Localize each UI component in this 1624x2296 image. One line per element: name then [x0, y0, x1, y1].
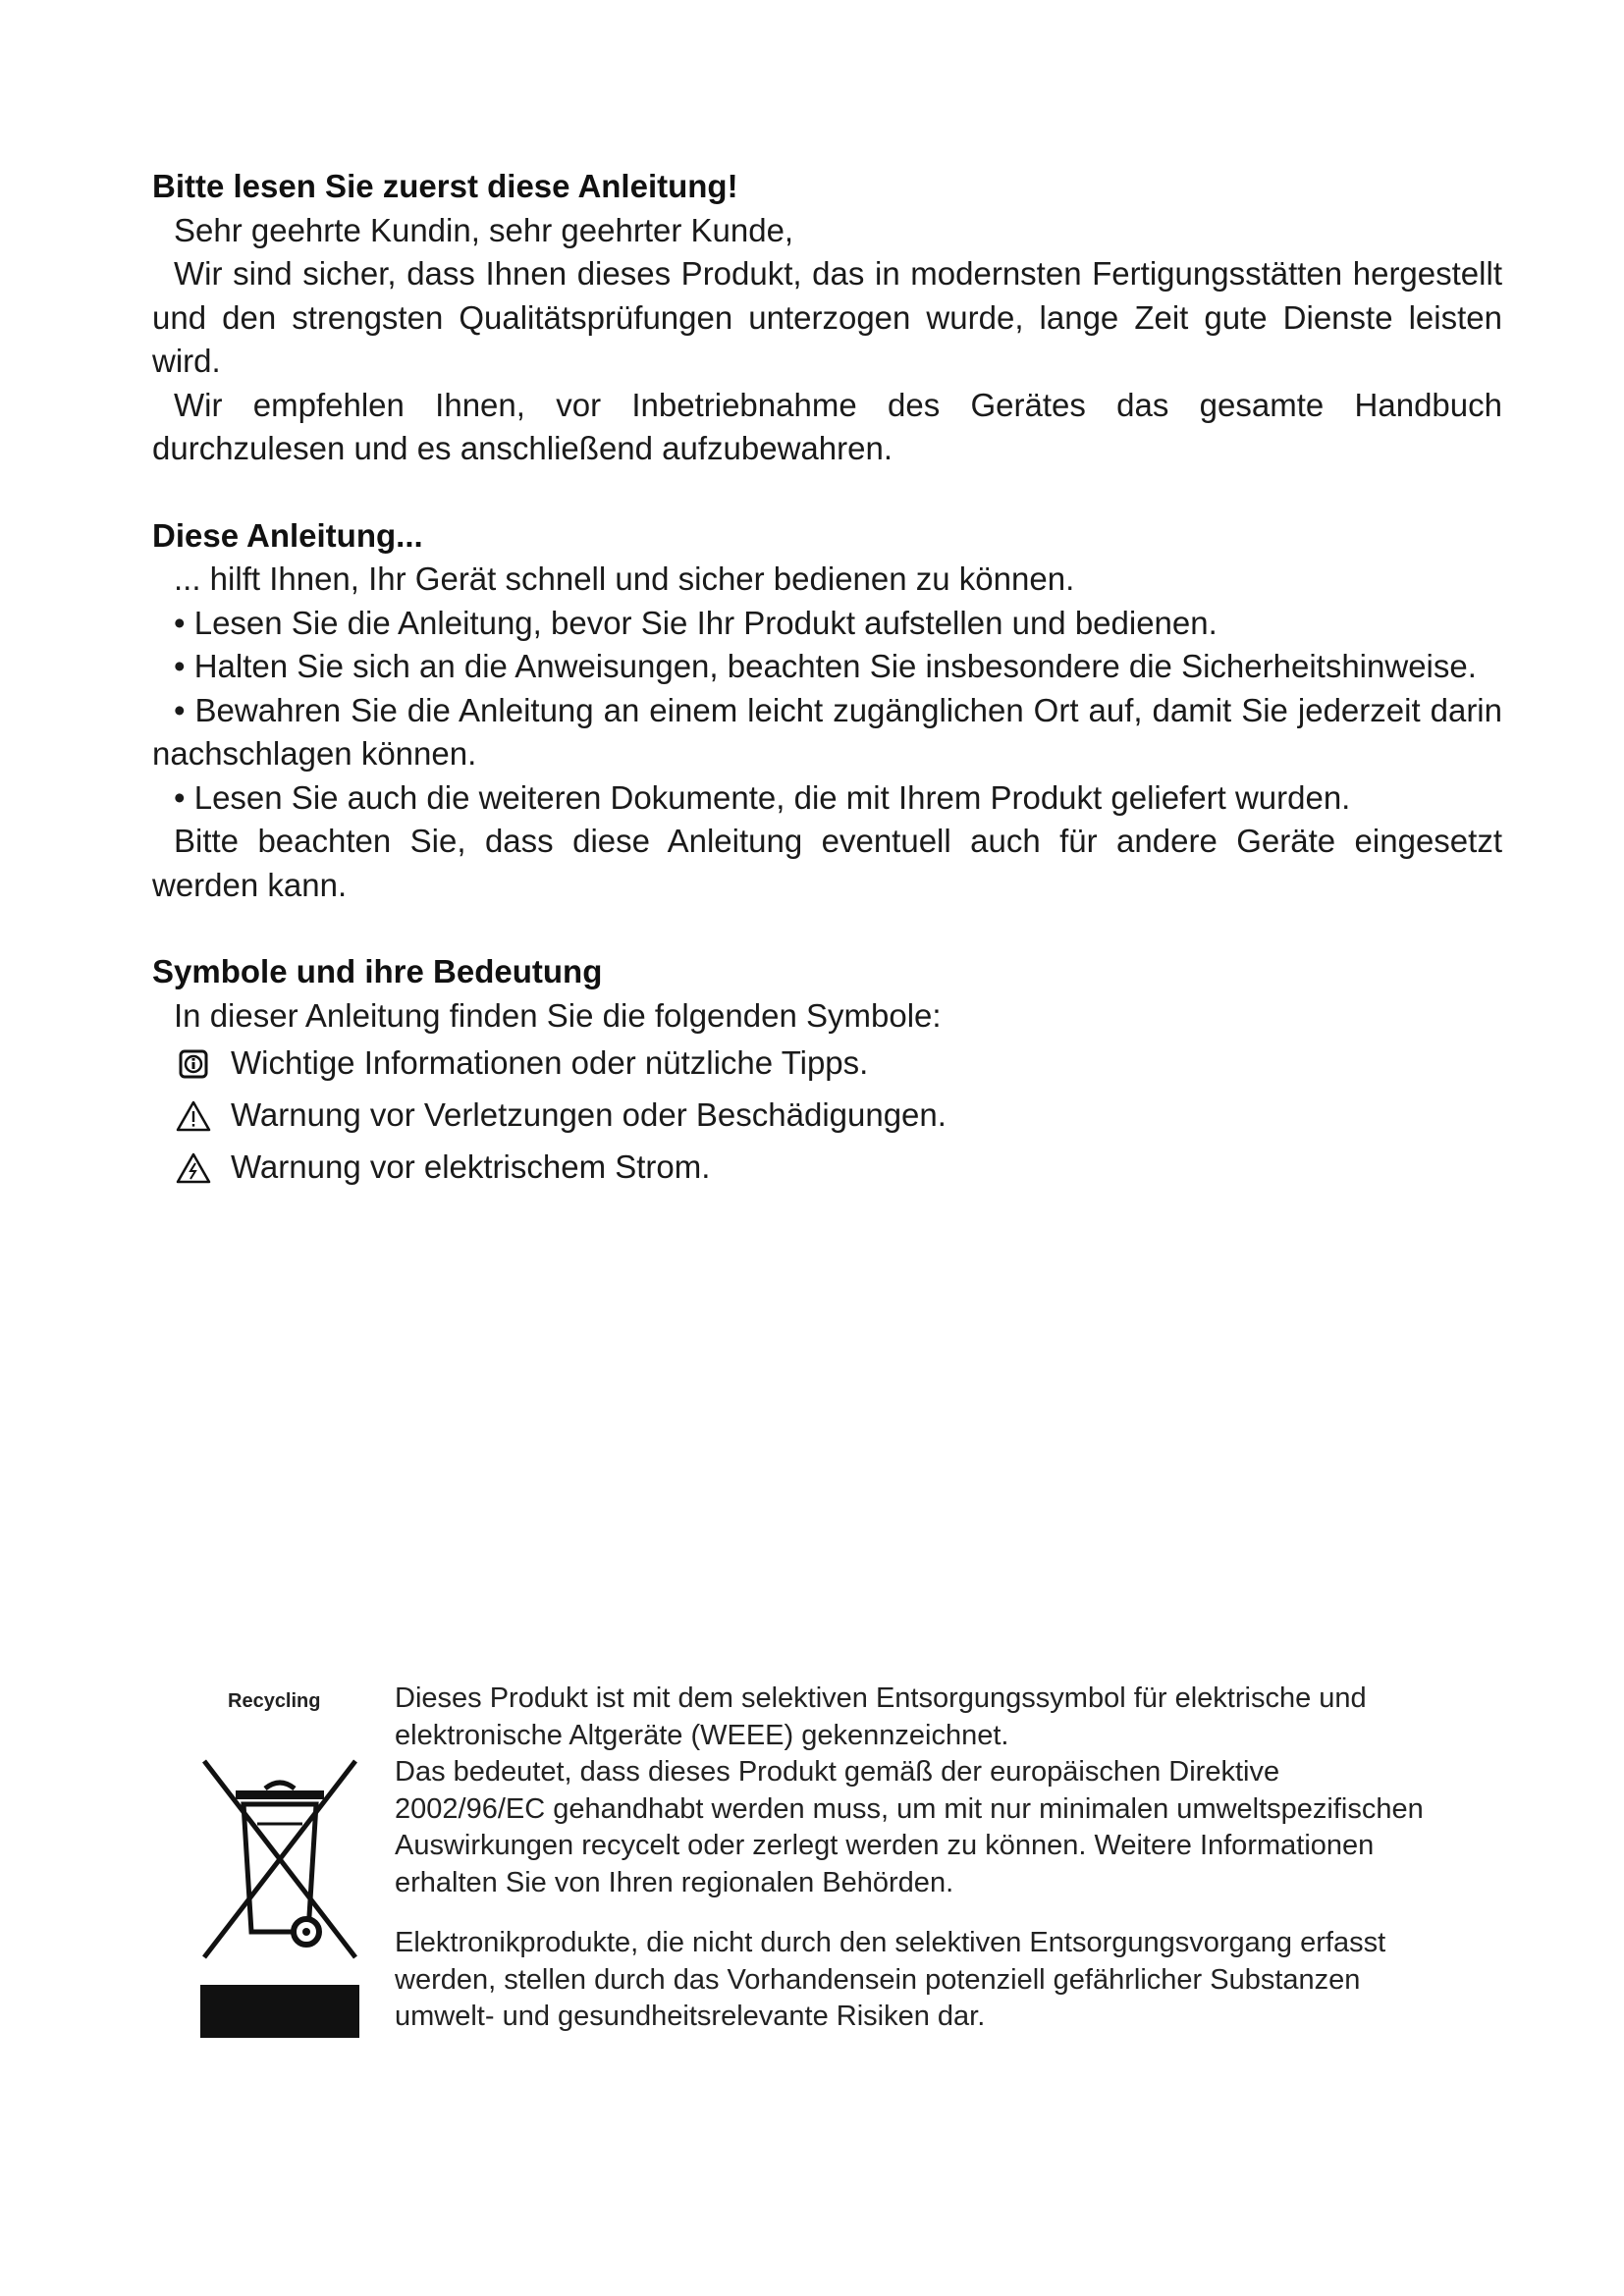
warning-triangle-icon — [174, 1096, 213, 1136]
salutation: Sehr geehrte Kundin, sehr geehrter Kunde, — [174, 211, 794, 248]
recycling-text — [395, 1681, 1426, 2036]
symbol-text-info: Wichtige Informationen oder nützliche Tipps. — [231, 1044, 869, 1082]
bullet-item: • Lesen Sie die Anleitung, bevor Sie Ihr Produkt aufstellen und bedienen. — [174, 604, 1218, 641]
symbols-heading: Symbole und ihre Bedeutung — [152, 953, 603, 989]
recycling-label: Recycling — [228, 1690, 321, 1712]
intro-heading: Bitte lesen Sie zuerst diese Anleitung! — [152, 168, 738, 204]
manual-heading: Diese Anleitung... — [152, 516, 423, 554]
symbol-text-electric: Warnung vor elektrischem Strom. — [231, 1148, 711, 1186]
symbol-row-electric — [174, 1142, 1502, 1194]
bullet-item: • Bewahren Sie die Anleitung an einem leicht zugänglichen Ort auf, damit Sie jederzeit darin nachschlagen können. — [152, 691, 1502, 772]
manual-lead: ... hilft Ihnen, Ihr Gerät schnell und sicher bedienen zu können. — [174, 561, 1075, 597]
main-content — [152, 165, 1502, 1194]
info-icon — [174, 1044, 213, 1084]
weee-black-bar — [200, 1985, 359, 2038]
intro-paragraph-2: Wir empfehlen Ihnen, vor Inbetriebnahme des Gerätes das gesamte Handbuch durchzulesen und es anschließend aufzubewahren. — [152, 386, 1502, 466]
bullet-item: • Lesen Sie auch die weiteren Dokumente, die mit Ihrem Produkt geliefert wurden. — [174, 778, 1351, 816]
bullet-item: • Halten Sie sich an die Anweisungen, beachten Sie insbesondere die Sicherheitshinweise. — [174, 648, 1477, 684]
recycling-paragraph-1: Dieses Produkt ist mit dem selektiven Entsorgungssymbol für elektrische und elektronische Altgeräte (WEEE) gekennzeichnet. — [395, 1682, 1367, 1751]
recycling-paragraph-3: Elektronikprodukte, die nicht durch den selektiven Entsorgungsvorgang erfasst werden, stellen durch das Vorhandensein potenziell gefährlicher Substanzen umwelt- und gesundheitsrelevante Risiken dar. — [395, 1927, 1386, 2032]
symbols-lead: In dieser Anleitung finden Sie die folgenden Symbole: — [174, 996, 942, 1034]
symbol-row-info — [174, 1038, 1502, 1090]
symbol-row-warning — [174, 1090, 1502, 1142]
symbol-text-warning: Warnung vor Verletzungen oder Beschädigungen. — [231, 1096, 947, 1134]
crossed-out-bin-icon — [196, 1755, 363, 1981]
manual-note: Bitte beachten Sie, dass diese Anleitung eventuell auch für andere Geräte eingesetzt werden kann. — [152, 823, 1502, 903]
electric-warning-icon — [174, 1148, 213, 1188]
intro-paragraph-1: Wir sind sicher, dass Ihnen dieses Produkt, das in modernsten Fertigungsstätten hergestellt und den strengsten Qualitätsprüfungen unterzogen wurde, lange Zeit gute Dienste leisten wird. — [152, 255, 1502, 379]
recycling-paragraph-2: Das bedeutet, dass dieses Produkt gemäß der europäischen Direktive 2002/96/EC gehandhabt werden muss, um mit nur minimalen umweltspezifischen Auswirkungen recycelt oder zerlegt werden zu können. Weitere Informationen erhalten Sie von Ihren regionalen Behörden. — [395, 1756, 1424, 1898]
